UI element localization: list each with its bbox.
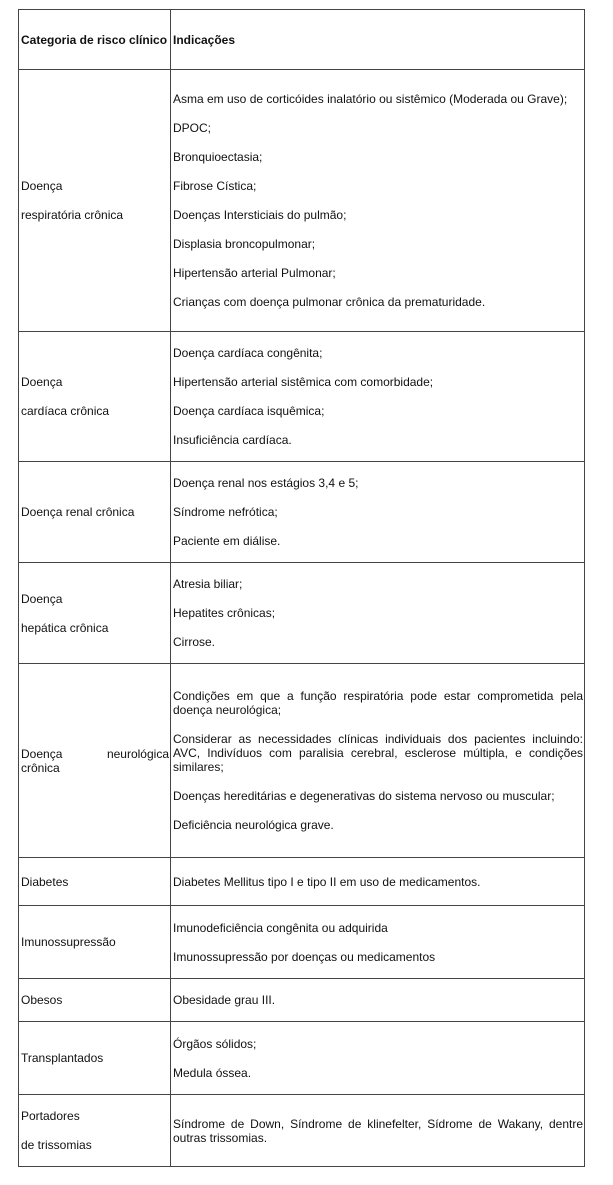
indication-item: Imunossupressão por doenças ou medicamentos [173, 949, 436, 964]
indications-cell [171, 858, 585, 906]
category-label: Doença renal crônica [21, 505, 135, 519]
indication-item: Doença cardíaca congênita; [173, 346, 323, 360]
category-label: hepática crônica [21, 620, 109, 635]
indication-item: Diabetes Mellitus tipo I e tipo II em uso de medicamentos. [173, 874, 481, 889]
category-label: Doença [21, 179, 63, 193]
indication-item: Deficiência neurológica grave. [173, 818, 334, 832]
table-row [19, 664, 585, 858]
category-cell [19, 979, 171, 1022]
indication-item: Bronquioectasia; [173, 150, 263, 164]
category-cell [19, 906, 171, 979]
category-label: cardíaca crônica [21, 404, 110, 418]
category-cell [19, 563, 171, 664]
category-label: de trissomias [21, 1138, 92, 1152]
category-cell [19, 462, 171, 563]
category-label: Transplantados [21, 1051, 104, 1065]
table-header-row [19, 10, 585, 70]
indication-item: Síndrome nefrótica; [173, 505, 278, 519]
indication-item: Hepatites crônicas; [173, 606, 276, 620]
category-label: Diabetes [21, 874, 69, 889]
table-row [19, 1095, 585, 1167]
category-cell [19, 332, 171, 462]
table-body [19, 70, 585, 1167]
indications-cell [171, 1095, 585, 1167]
indication-item: Doenças hereditárias e degenerativas do sistema nervoso ou muscular; [173, 789, 555, 803]
indication-item: Crianças com doença pulmonar crônica da prematuridade. [173, 295, 486, 309]
risk-category-table [18, 9, 585, 1167]
category-label: Imunossupressão [21, 935, 116, 949]
table-row [19, 858, 585, 906]
table-row [19, 462, 585, 563]
indication-item: Fibrose Cística; [173, 179, 257, 193]
table-row [19, 563, 585, 664]
category-cell [19, 664, 171, 858]
category-label: Portadores [21, 1109, 80, 1123]
category-label: Doença neurológica crônica [21, 746, 169, 775]
table-row [19, 1022, 585, 1095]
indication-item: Medula óssea. [173, 1065, 252, 1080]
category-label: Obesos [21, 993, 63, 1007]
indication-item: Doença cardíaca isquêmica; [173, 404, 325, 418]
indications-cell [171, 906, 585, 979]
indication-item: DPOC; [173, 121, 212, 135]
indications-cell [171, 462, 585, 563]
indication-item: Síndrome de Down, Síndrome de klinefelter, Sídrome de Wakany, dentre outras trissomias. [173, 1116, 583, 1145]
indications-cell [171, 70, 585, 332]
category-label: respiratória crônica [21, 208, 124, 222]
indication-item: Doenças Intersticiais do pulmão; [173, 208, 347, 222]
indication-item: Atresia biliar; [173, 577, 243, 591]
category-label: Doença [21, 591, 63, 606]
indications-cell [171, 979, 585, 1022]
indications-cell [171, 332, 585, 462]
table-row [19, 906, 585, 979]
indication-item: Insuficiência cardíaca. [173, 433, 292, 447]
indication-item: Paciente em diálise. [173, 534, 281, 548]
indication-item: Hipertensão arterial Pulmonar; [173, 266, 336, 280]
indication-item: Asma em uso de corticóides inalatório ou sistêmico (Moderada ou Grave); [173, 92, 568, 106]
category-cell [19, 1095, 171, 1167]
indication-item: Displasia broncopulmonar; [173, 237, 316, 251]
header-indications: Indicações [171, 10, 585, 70]
indication-item: Hipertensão arterial sistêmica com comorbidade; [173, 375, 434, 389]
indications-cell [171, 664, 585, 858]
category-cell [19, 70, 171, 332]
category-cell [19, 1022, 171, 1095]
table-row [19, 70, 585, 332]
indication-item: Obesidade grau III. [173, 993, 276, 1007]
indication-item: Doença renal nos estágios 3,4 e 5; [173, 476, 359, 490]
indication-item: Condições em que a função respiratória pode estar comprometida pela doença neurológica; [173, 689, 583, 717]
indication-item: Cirrose. [173, 635, 216, 649]
table-row [19, 332, 585, 462]
indication-item: Imunodeficiência congênita ou adquirida [173, 920, 388, 935]
indication-item: Considerar as necessidades clínicas individuais dos pacientes incluindo: AVC, Indivíduos com paralisia cerebral, esclerose múltipla, e condições similares; [173, 732, 583, 774]
table-row [19, 979, 585, 1022]
category-cell [19, 858, 171, 906]
header-category: Categoria de risco clínico [19, 10, 171, 70]
category-label: Doença [21, 375, 63, 389]
indication-item: Órgãos sólidos; [173, 1036, 257, 1051]
indications-cell [171, 1022, 585, 1095]
indications-cell [171, 563, 585, 664]
